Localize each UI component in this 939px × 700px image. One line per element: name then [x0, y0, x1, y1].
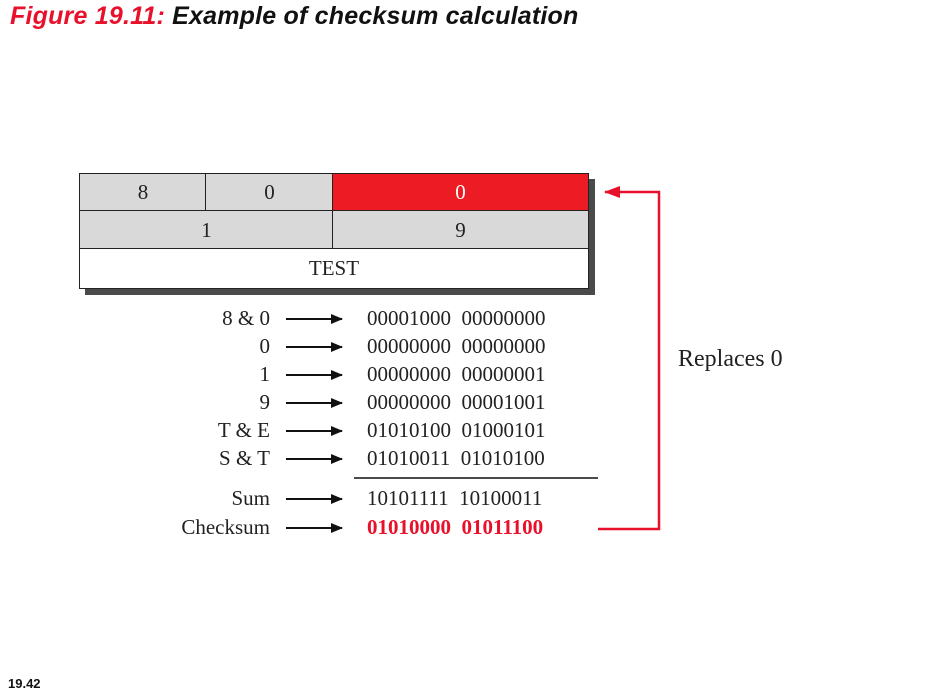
cell-length: 1	[79, 210, 334, 250]
row-bits: 01010100 01000101	[367, 418, 546, 442]
sum-bits: 10101111 10100011	[367, 486, 543, 510]
figure-caption: Example of checksum calculation	[172, 2, 579, 30]
row-bits: 00000000 00000001	[367, 362, 546, 386]
figure-number: Figure 19.11:	[10, 2, 165, 30]
cell-source-port-low: 0	[205, 173, 334, 212]
row-bits: 00000000 00001001	[367, 390, 546, 414]
sum-label: Sum	[231, 486, 270, 510]
cell-checksum-field: 0	[332, 173, 589, 212]
row-label: 0	[259, 334, 270, 358]
row-label: 8 & 0	[222, 306, 270, 330]
checksum-bits: 01010000 01011100	[367, 515, 544, 539]
replaces-note: Replaces 0	[678, 346, 783, 372]
row-label: 9	[259, 390, 270, 414]
replace-arrow	[598, 192, 659, 529]
cell-source-port-high: 8	[79, 173, 207, 212]
cell-protocol: 9	[332, 210, 589, 250]
row-label: T & E	[217, 418, 270, 442]
row-bits: 00001000 00000000	[367, 306, 546, 330]
row-label: S & T	[219, 446, 270, 470]
cell-data: TEST	[79, 248, 589, 289]
row-label: 1	[259, 362, 270, 386]
checksum-label: Checksum	[181, 515, 270, 539]
row-bits: 01010011 01010100	[367, 446, 545, 470]
slide-number: 19.42	[8, 676, 41, 691]
row-bits: 00000000 00000000	[367, 334, 546, 358]
